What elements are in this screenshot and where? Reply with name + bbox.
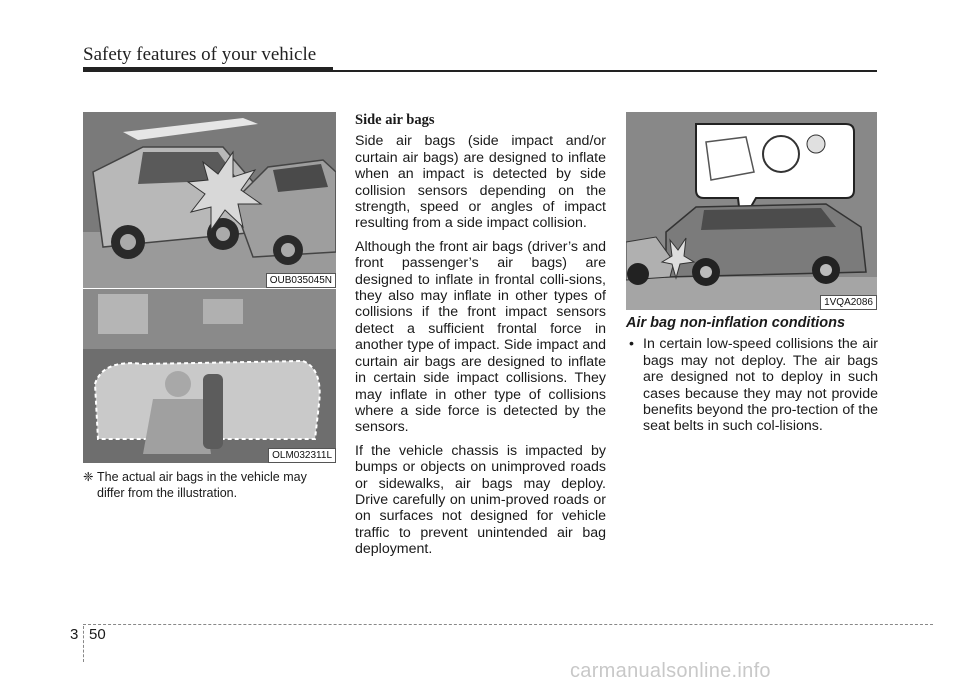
list-item (626, 336, 878, 434)
header-rule-thick (83, 67, 333, 72)
non-inflation-heading: Air bag non-inflation conditions (626, 315, 846, 331)
curtain-airbag-illustration (83, 289, 336, 463)
low-speed-collision-illustration (626, 112, 877, 310)
side-impact-illustration (83, 112, 336, 288)
chapter-number: 3 (70, 626, 79, 643)
side-airbags-paragraph-2: Although the front air bags (driver’s and front passenger’s air bags) are designed to inflate in frontal colli-sions, they also may inflate in other types of collisions if the front impact sensors detect a sufficient frontal force in another type of impact. Side impact and curtain air bags are designed to inflate in certain side impact collisions. They may inflate in other type of collisions where a side force is detected by the sensors. (355, 238, 606, 436)
figure-curtain-airbag (83, 289, 336, 463)
figure-caption (83, 469, 338, 501)
watermark: carmanualsonline.info (570, 660, 771, 682)
caption-line-2: differ from the illustration. (97, 486, 238, 500)
side-airbags-paragraph-1: Side air bags (side impact and/or curtain air bags) are designed to inflate when an impact is detected by side collision sensors depending on the strength, speed or angles of impact resulting from a side impact collision. (355, 133, 606, 232)
figure-label: OLM032311L (268, 448, 336, 463)
side-airbags-paragraph-3: If the vehicle chassis is impacted by bumps or objects on unimproved roads or sidewalks, air bags may deploy. Drive carefully on unim-proved roads or on surfaces not designed for vehicle traffic to prevent unintended air bag deployment. (355, 442, 606, 558)
page-header-title: Safety features of your vehicle (83, 44, 317, 65)
footer-rule (83, 624, 933, 625)
non-inflation-item-1: In certain low-speed collisions the air bags may not deploy. The air bags are designed not to deploy in such cases because they may not provide benefits beyond the pro-tection of the seat belts in such col-lisions. (643, 336, 878, 435)
figure-label: OUB035045N (266, 273, 336, 288)
bullet-mark: • (629, 336, 634, 353)
header-rule-thin (333, 70, 877, 72)
footer-divider (83, 626, 84, 662)
side-airbags-heading: Side air bags (355, 112, 435, 128)
side-airbags-section (355, 112, 606, 565)
caption-mark: ❈ (83, 470, 94, 484)
page-number: 50 (89, 626, 106, 643)
figure-side-impact (83, 112, 336, 288)
figure-low-speed-collision (626, 112, 877, 310)
figure-label: 1VQA2086 (820, 295, 877, 310)
caption-line-1: The actual air bags in the vehicle may (97, 470, 307, 484)
non-inflation-section (626, 315, 878, 435)
